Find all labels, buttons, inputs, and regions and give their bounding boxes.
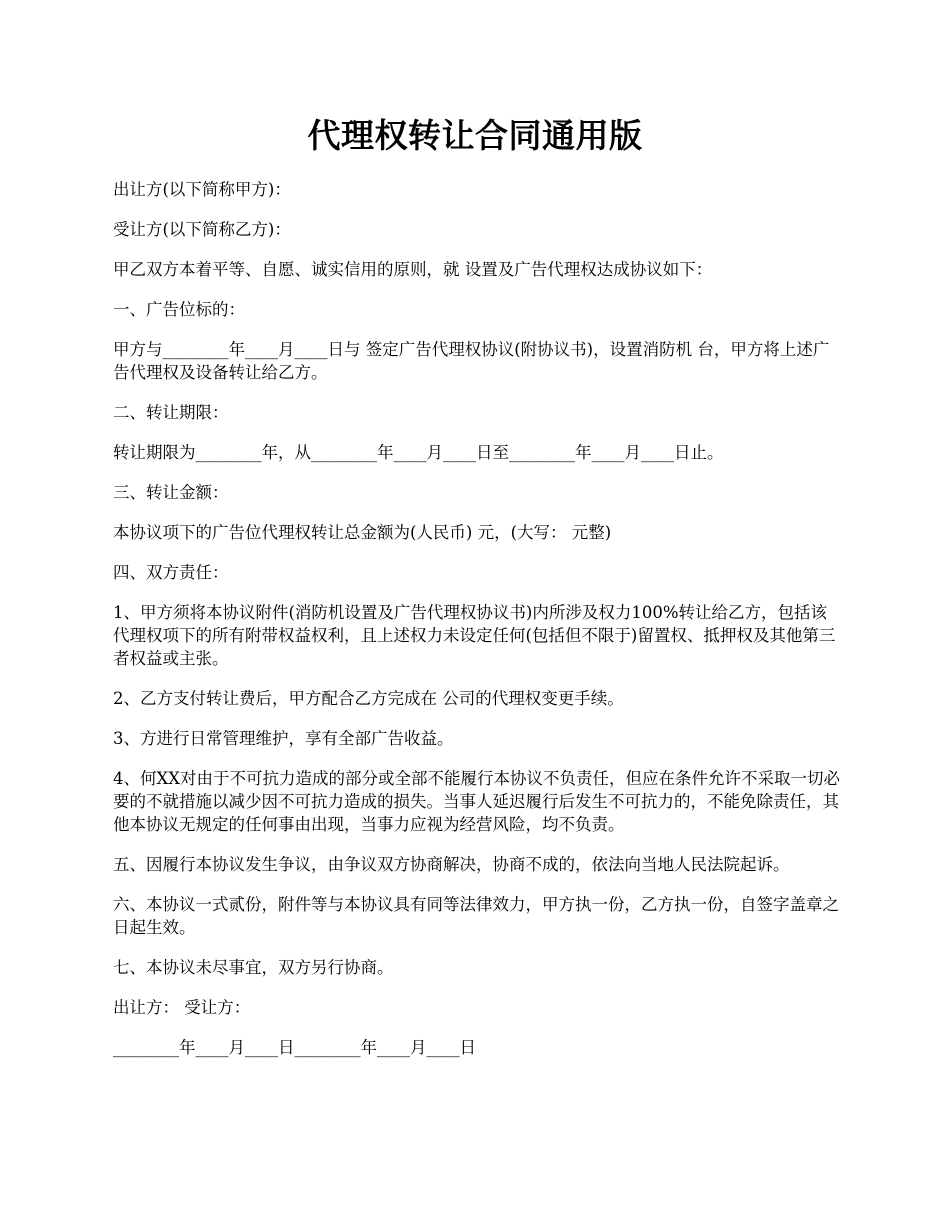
paragraph-copies: 六、本协议一式贰份，附件等与本协议具有同等法律效力，甲方执一份，乙方执一份，自签字盖章之日起生效。 xyxy=(113,895,839,937)
paragraph-other-matters: 七、本协议未尽事宜，双方另行协商。 xyxy=(113,958,394,977)
signature-dates: ________年____月____日________年____月____日 xyxy=(113,1038,476,1057)
section-heading-term: 二、转让期限： xyxy=(113,403,229,422)
paragraph-responsibility-2: 2、乙方支付转让费后，甲方配合乙方完成在 公司的代理权变更手续。 xyxy=(113,689,624,708)
paragraph-disputes: 五、因履行本协议发生争议，由争议双方协商解决，协商不成的，依法向当地人民法院起诉。 xyxy=(113,855,790,874)
paragraph-responsibility-1: 1、甲方须将本协议附件(消防机设置及广告代理权协议书)内所涉及权力100%转让给乙方，包括该代理权项下的所有附带权益权利，且上述权力未设定任何(包括但不限于)留置权、抵押权及其他第三者权益或主张。 xyxy=(113,603,836,668)
paragraph-transferee: 受让方(以下简称乙方)： xyxy=(113,220,291,239)
paragraph-responsibility-4: 4、何XX对由于不可抗力造成的部分或全部不能履行本协议不负责任，但应在条件允许不采取一切必要的不就措施以减少因不可抗力造成的损失。当事人延迟履行后发生不可抗力的，不能免除责任，其他本协议无规定的任何事由出现，当事力应视为经营风险，均不负责。 xyxy=(113,769,840,834)
section-heading-responsibilities: 四、双方责任： xyxy=(113,563,229,582)
signature-parties: 出让方： 受让方： xyxy=(113,998,251,1017)
paragraph-preamble: 甲乙双方本着平等、自愿、诚实信用的原则，就 设置及广告代理权达成协议如下： xyxy=(113,260,713,279)
paragraph-transferor: 出让方(以下简称甲方)： xyxy=(113,180,291,199)
paragraph-subject: 甲方与________年____月____日与 签定广告代理权协议(附协议书)，设置消防机 台，甲方将上述广告代理权及设备转让给乙方。 xyxy=(113,340,830,382)
document-title: 代理权转让合同通用版 xyxy=(307,116,643,155)
paragraph-responsibility-3: 3、方进行日常管理维护，享有全部广告收益。 xyxy=(113,729,454,748)
paragraph-term: 转让期限为________年，从________年____月____日至________年____月____日止。 xyxy=(113,443,724,462)
section-heading-amount: 三、转让金额： xyxy=(113,483,229,502)
paragraph-amount: 本协议项下的广告位代理权转让总金额为(人民币) 元，(大写： 元整) xyxy=(113,523,612,542)
section-heading-subject: 一、广告位标的： xyxy=(113,300,245,319)
document-body xyxy=(113,178,841,1076)
